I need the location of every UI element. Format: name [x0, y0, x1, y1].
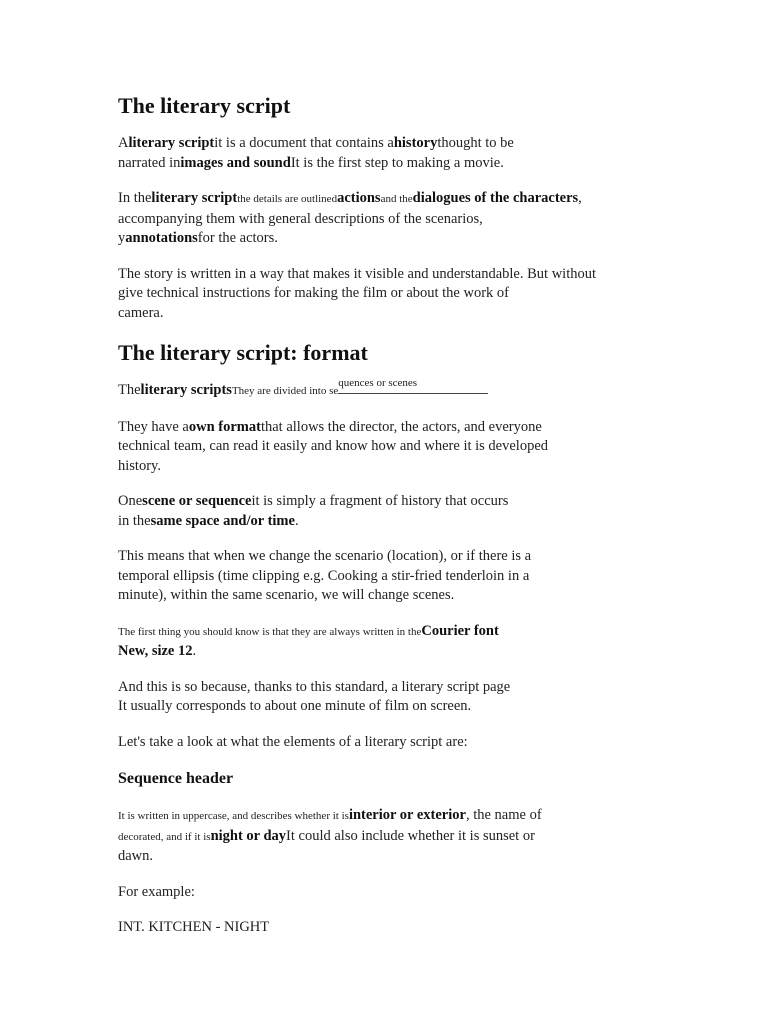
paragraph-elements: Let's take a look at what the elements of a literary script are:: [118, 733, 468, 750]
paragraph-details: In theliterary scriptthe details are outlinedactionsand thedialogues of the characters, accompanying them with general descriptions of the scenarios, yannotationsfor the actors.: [118, 190, 582, 246]
heading-sequence-header: Sequence header: [118, 770, 234, 787]
paragraph-own-format: They have aown formatthat allows the director, the actors, and everyone technical team, can read it easily and know how and where it is developed history.: [118, 418, 549, 474]
paragraph-definition: Aliterary scriptit is a document that contains ahistorythought to be narrated inimages and soundIt is the first step to making a movie.: [118, 135, 514, 171]
heading-literary-script: The literary script: [118, 93, 291, 118]
heading-format: The literary script: format: [118, 340, 368, 365]
paragraph-story: The story is written in a way that makes it visible and understandable. But without give technical instructions for making the film or about the work of camera.: [118, 265, 597, 321]
document-page: [118, 92, 618, 954]
paragraph-scenario-change: This means that when we change the scenario (location), or if there is a temporal ellipsis (time clipping e.g. Cooking a stir-fried tenderloin in a minute), within the same scenario, we will change scenes.: [118, 548, 532, 603]
paragraph-standard: And this is so because, thanks to this standard, a literary script page It usually corresponds to about one minute of film on screen.: [118, 678, 511, 714]
paragraph-example-header: INT. KITCHEN - NIGHT: [118, 919, 270, 935]
paragraph-divided: Theliterary scriptsThey are divided into se quences or scenes: [118, 381, 618, 402]
paragraph-for-example: For example:: [118, 883, 195, 900]
paragraph-courier: The first thing you should know is that they are always written in theCourier font New, size 12.: [118, 622, 499, 659]
paragraph-scene: Onescene or sequenceit is simply a fragment of history that occurs in thesame space and/or time.: [118, 493, 509, 529]
sequences-underline: quences or scenes: [338, 381, 488, 394]
paragraph-uppercase: It is written in uppercase, and describes whether it isinterior or exterior, the name of decorated, and if it isnight or dayIt could also include whether it is sunset or dawn.: [118, 807, 542, 864]
